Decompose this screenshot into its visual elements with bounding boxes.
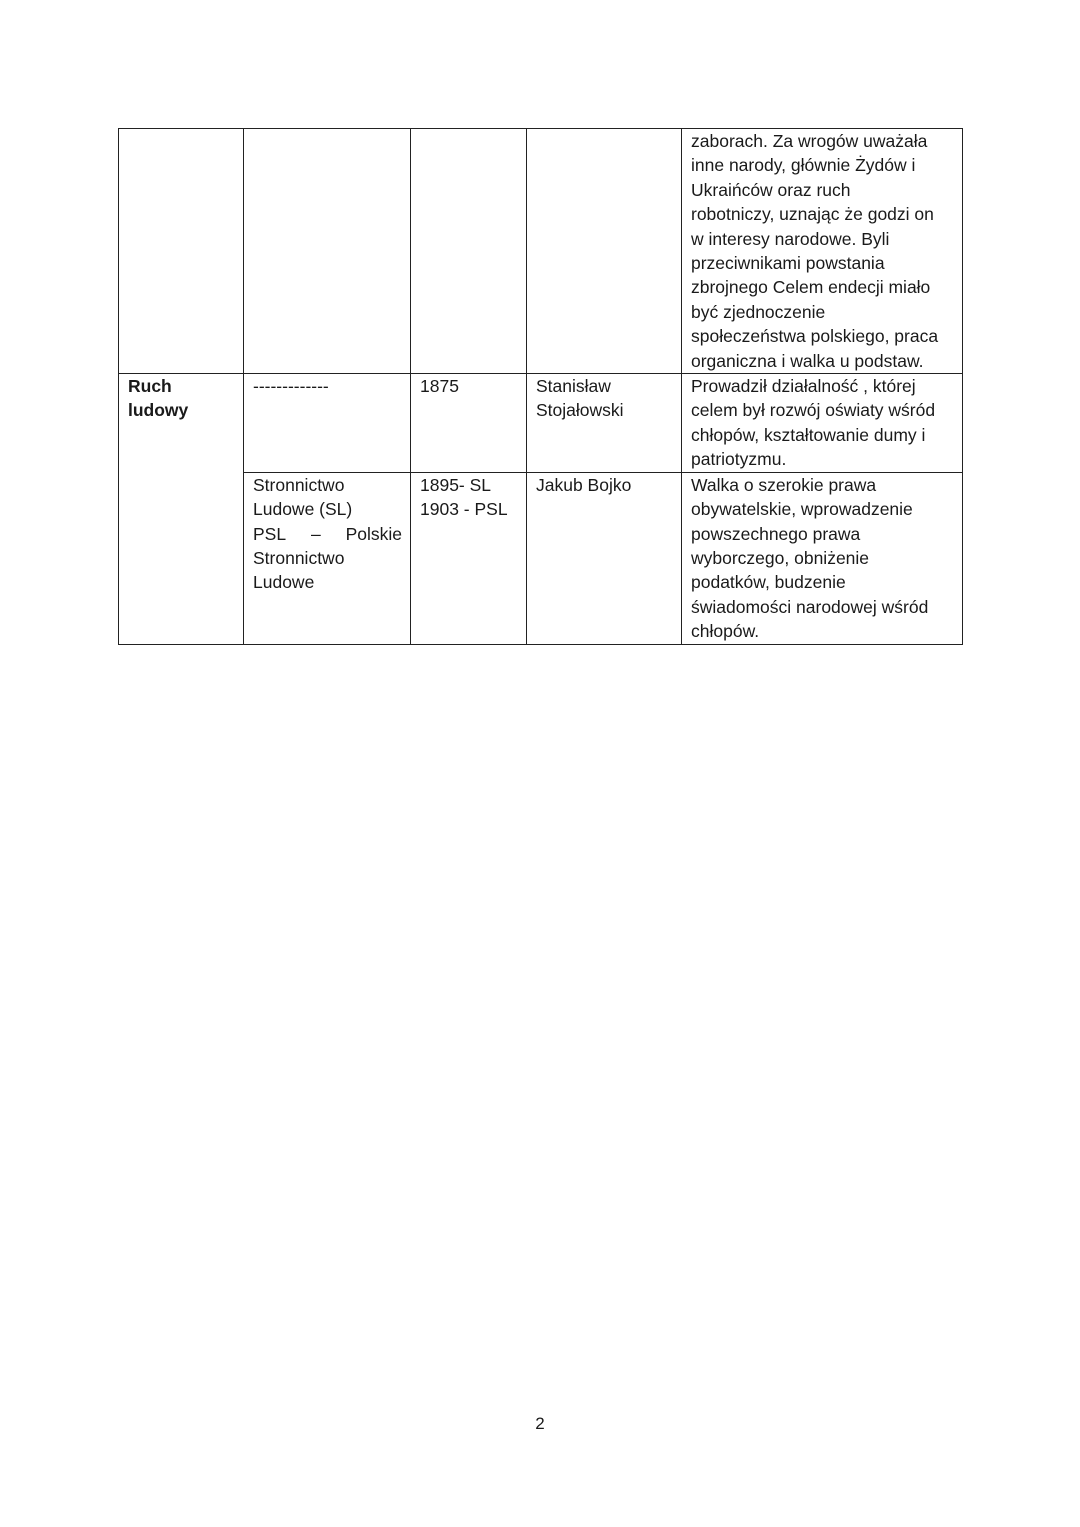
party-name-line: Ludowe (SL): [253, 499, 353, 520]
party-name-justified-line: [253, 522, 402, 546]
goals-line: chłopów, kształtowanie dumy i: [691, 424, 926, 445]
goals-line: być zjednoczenie: [691, 301, 826, 322]
movement-cell: [119, 374, 244, 644]
party-abbreviation: PSL: [253, 523, 287, 544]
party-name-line: Ludowe: [253, 572, 315, 593]
party-word: Polskie: [345, 523, 402, 544]
goals-line: wyborczego, obniżenie: [691, 547, 870, 568]
party-dashes: -------------: [253, 376, 329, 397]
leader-name-line: Stojałowski: [536, 400, 624, 421]
movements-table: [118, 128, 963, 645]
goals-line: Walka o szerokie prawa: [691, 474, 877, 495]
year-value: 1903 - PSL: [420, 499, 508, 520]
table-row: [119, 472, 963, 644]
party-cell: [244, 374, 411, 473]
goals-line: Prowadził działalność , której: [691, 376, 916, 397]
goals-line: przeciwnikami powstania: [691, 253, 885, 274]
goals-line: Ukraińców oraz ruch: [691, 179, 851, 200]
goals-line: powszechnego prawa: [691, 523, 861, 544]
goals-line: podatków, budzenie: [691, 572, 846, 593]
goals-line: obywatelskie, wprowadzenie: [691, 499, 913, 520]
table-row: [119, 129, 963, 374]
goals-line: zaborach. Za wrogów uważała: [691, 131, 928, 151]
movement-cell: [119, 129, 244, 374]
year-cell: [411, 374, 527, 473]
goals-line: organiczna i walka u podstaw.: [691, 350, 924, 371]
leader-cell: [527, 374, 682, 473]
goals-line: świadomości narodowej wśród: [691, 596, 929, 617]
party-name-line: Stronnictwo: [253, 474, 345, 495]
goals-cell: [682, 472, 963, 644]
goals-line: inne narody, głównie Żydów i: [691, 155, 916, 176]
leader-cell: [527, 129, 682, 374]
party-dash: –: [310, 523, 321, 544]
leader-name-line: Stanisław: [536, 376, 611, 397]
party-cell: [244, 472, 411, 644]
party-cell: [244, 129, 411, 374]
goals-line: społeczeństwa polskiego, praca: [691, 326, 939, 347]
goals-cell: [682, 129, 963, 374]
page-number: 2: [535, 1414, 545, 1433]
year-cell: [411, 129, 527, 374]
goals-cell: [682, 374, 963, 473]
goals-line: chłopów.: [691, 621, 760, 642]
movement-name-line: ludowy: [128, 400, 189, 421]
year-value: 1875: [420, 376, 459, 397]
party-name-line: Stronnictwo: [253, 547, 345, 568]
goals-line: zbrojnego Celem endecji miało: [691, 277, 931, 298]
leader-cell: [527, 472, 682, 644]
goals-line: w interesy narodowe. Byli: [691, 228, 890, 249]
leader-name: Jakub Bojko: [536, 474, 632, 495]
year-value: 1895- SL: [420, 474, 492, 495]
table-row: [119, 374, 963, 473]
goals-line: patriotyzmu.: [691, 449, 787, 470]
goals-line: celem był rozwój oświaty wśród: [691, 400, 936, 421]
goals-line: robotniczy, uznając że godzi on: [691, 204, 934, 225]
movement-name-line: Ruch: [128, 376, 172, 397]
year-cell: [411, 472, 527, 644]
